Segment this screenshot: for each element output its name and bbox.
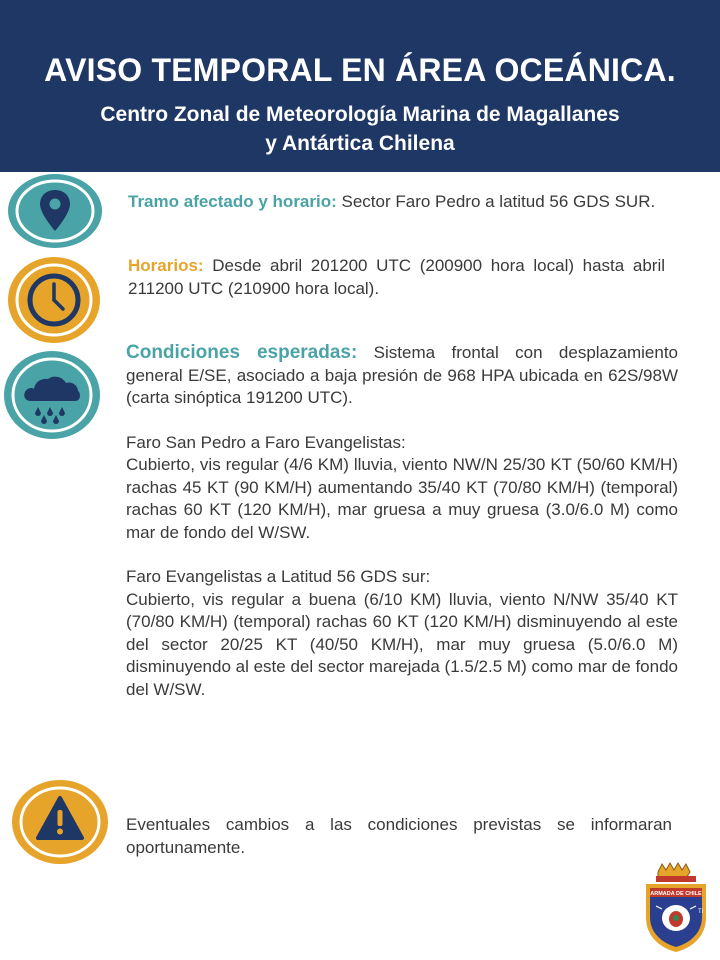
condiciones-section bbox=[126, 342, 678, 701]
subtitle-line-1: Centro Zonal de Meteorología Marina de Magallanes bbox=[100, 103, 620, 126]
tramo-section bbox=[128, 191, 708, 214]
warning-icon bbox=[12, 780, 108, 864]
subtitle-line-2: y Antártica Chilena bbox=[265, 132, 455, 155]
navy-crest-icon bbox=[640, 862, 712, 954]
tramo1-title: Faro San Pedro a Faro Evangelistas: bbox=[126, 432, 406, 452]
condiciones-intro bbox=[126, 342, 678, 410]
page-title: AVISO TEMPORAL EN ÁREA OCEÁNICA. bbox=[44, 52, 676, 88]
aviso-text: Eventuales cambios a las condiciones previstas se informaran oportunamente. bbox=[126, 815, 672, 857]
rain-cloud-icon bbox=[4, 351, 100, 439]
horarios-label: Horarios: bbox=[128, 256, 204, 275]
aviso-section bbox=[126, 814, 672, 859]
tramo-label: Tramo afectado y horario: bbox=[128, 192, 337, 211]
clock-icon bbox=[8, 257, 100, 343]
svg-text:ARMADA DE CHILE: ARMADA DE CHILE bbox=[650, 891, 702, 897]
horarios-text: Desde abril 201200 UTC (200900 hora local) hasta abril 211200 UTC (210900 hora local). bbox=[128, 256, 665, 298]
tramo2-text: Cubierto, vis regular a buena (6/10 KM) lluvia, viento N/NW 35/40 KT (70/80 KM/H) (temporal) rachas 60 KT (120 KM/H) disminuyendo al este del sector 20/25 KT (40/50 KM/H), mar muy gruesa (5.0/6.0 M) disminuyendo al este del sector marejada (1.5/2.5 M) como mar de fondo del W/SW. bbox=[126, 589, 678, 699]
page-subtitle bbox=[0, 100, 720, 158]
tramo-text: Sector Faro Pedro a latitud 56 GDS SUR. bbox=[336, 192, 656, 211]
tramo1-text: Cubierto, vis regular (4/6 KM) lluvia, viento NW/N 25/30 KT (50/60 KM/H) rachas 45 KT (90 KM/H) aumentando 35/40 KT (70/80 KM/H) (temporal) rachas 60 KT (120 KM/H), mar gruesa a muy gruesa (3.0/6.0 M) como mar de fondo del W/SW. bbox=[126, 455, 678, 542]
tramo2-title: Faro Evangelistas a Latitud 56 GDS sur: bbox=[126, 567, 431, 586]
svg-text:Tl: Tl bbox=[698, 909, 703, 915]
header-banner bbox=[0, 0, 720, 172]
condiciones-text: Sistema frontal con desplazamiento general E/SE, asociado a baja presión de 968 HPA ubicada en 62S/98W (carta sinóptica 191200 UTC). bbox=[126, 343, 678, 407]
condiciones-label: Condiciones esperadas: bbox=[126, 342, 358, 363]
horarios-section bbox=[128, 255, 665, 300]
location-pin-icon bbox=[8, 174, 102, 248]
